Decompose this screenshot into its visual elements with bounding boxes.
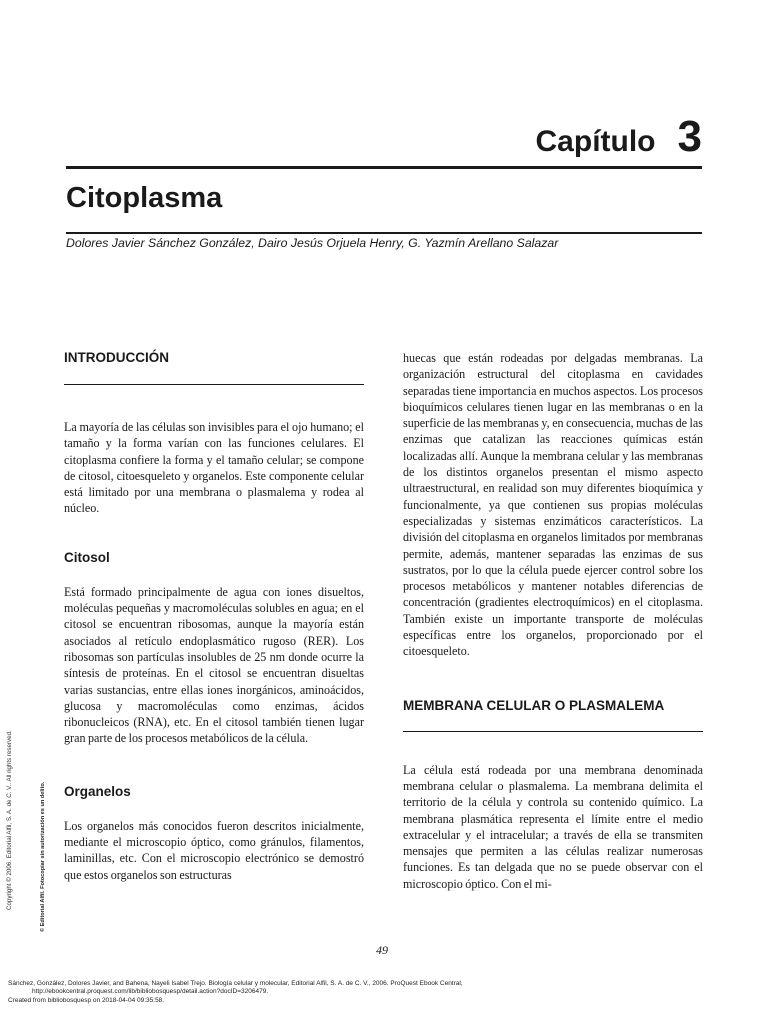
chapter-number: 3 [677, 112, 702, 161]
page-number: 49 [376, 943, 388, 957]
footer-citation-line: Sánchez, González, Dolores Javier, and Bahena, Nayeli Isabel Trejo. Biología celular y molecular, Editorial Alfil, S. A. de C. V., 2006. ProQuest Ebook Central, [8, 980, 463, 987]
header-rule-bottom [66, 232, 702, 234]
chapter-title: Citoplasma [66, 182, 223, 214]
section-heading-introduccion: INTRODUCCIÓN [64, 350, 169, 365]
section-rule [64, 384, 364, 385]
header-rule-top [66, 166, 702, 169]
citosol-paragraph: Está formado principalmente de agua con iones disueltos, moléculas pequeñas y macromoléculas solubles en agua; en el citosol se encuentran ribosomas, aunque la mayoría están asociados al retículo endoplasmático rugoso (RER). Los ribosomas son partículas insolubles de 25 nm donde ocurre la síntesis de proteínas. En el citosol se encuentran disueltas varias sustancias, entre ellas iones inorgánicos, aminoácidos, glucosa y macromoléculas como enzimas, ácidos ribonucleicos (RNA), etc. En el citosol también tienen lugar gran parte de los procesos metabólicos de la célula. [64, 584, 364, 746]
left-column [64, 340, 364, 883]
section-rule [403, 731, 703, 732]
citation-footer [8, 980, 748, 1005]
footer-created-line: Created from bibliobosquesp on 2018-04-04 09:35:58. [8, 996, 165, 1004]
organelos-paragraph: Los organelos más conocidos fueron descritos inicialmente, mediante el microscopio óptico, como gránulos, filamentos, laminillas, etc. Con el microscopio electrónico se demostró que estos organelos son estructuras [64, 818, 364, 882]
side-copyright-note: Copyright © 2006. Editorial Alfil, S. A. de C. V.. All rights reserved. [6, 730, 13, 910]
chapter-label: Capítulo [535, 125, 656, 158]
footer-url-line[interactable]: http://ebookcentral.proquest.com/lib/bibliobosquesp/detail.action?docID=3206479. [32, 988, 269, 996]
intro-paragraph: La mayoría de las células son invisibles para el ojo humano; el tamaño y la forma varían con las funciones celulares. El citoplasma confiere la forma y el tamaño celular; se compone de citosol, citoesqueleto y organelos. Este componente celular está limitado por una membrana o plasmalema y rodea al núcleo. [64, 420, 364, 516]
membrana-paragraph: La célula está rodeada por una membrana denominada membrana celular o plasmalema. La membrana delimita el territorio de la célula y controla su contenido químico. La membrana plasmática representa el límite entre el medio extracelular y el intracelular; a través de ella se transmiten mensajes que permiten a las células realizar numerosas funciones. Es tan delgada que no se puede observar con el microscopio óptico. Con el mi- [403, 762, 703, 891]
section-heading-membrana: MEMBRANA CELULAR O PLASMALEMA [403, 697, 665, 713]
subheading-organelos: Organelos [64, 783, 131, 799]
chapter-heading [536, 112, 702, 162]
side-publisher-note: © Editorial Alfil. Fotocopiar sin autorización es un delito. [40, 781, 46, 932]
continued-paragraph: huecas que están rodeadas por delgadas membranas. La organización estructural del citoplasma en cavidades separadas tiene importancia en muchos aspectos. Los procesos bioquímicos celulares tienen lugar en las membranas o en la superficie de las membranas y, en consecuencia, muchas de las enzimas que catalizan las reacciones químicas están localizadas allí. Aunque la membrana celular y las membranas de los distintos organelos presentan el mismo aspecto ultraestructural, en realidad son muy diferentes bioquímica y funcionalmente, ya que contienen sus propias moléculas especializadas y sistemas enzimáticos característicos. La división del citoplasma en organelos limitados por membranas permite, además, mantener separadas las enzimas de sus sustratos, por lo que la célula puede ejercer control sobre los procesos metabólicos y mantener notables diferencias de concentración (gradientes electroquímicos) en el citoplasma. También existe un importante transporte de moléculas específicas entre los organelos, proporcionado por el citoesqueleto. [403, 351, 703, 659]
subheading-citosol: Citosol [64, 549, 110, 565]
right-column [403, 350, 703, 892]
authors-line: Dolores Javier Sánchez González, Dairo Jesús Orjuela Henry, G. Yazmín Arellano Salazar [66, 236, 559, 250]
